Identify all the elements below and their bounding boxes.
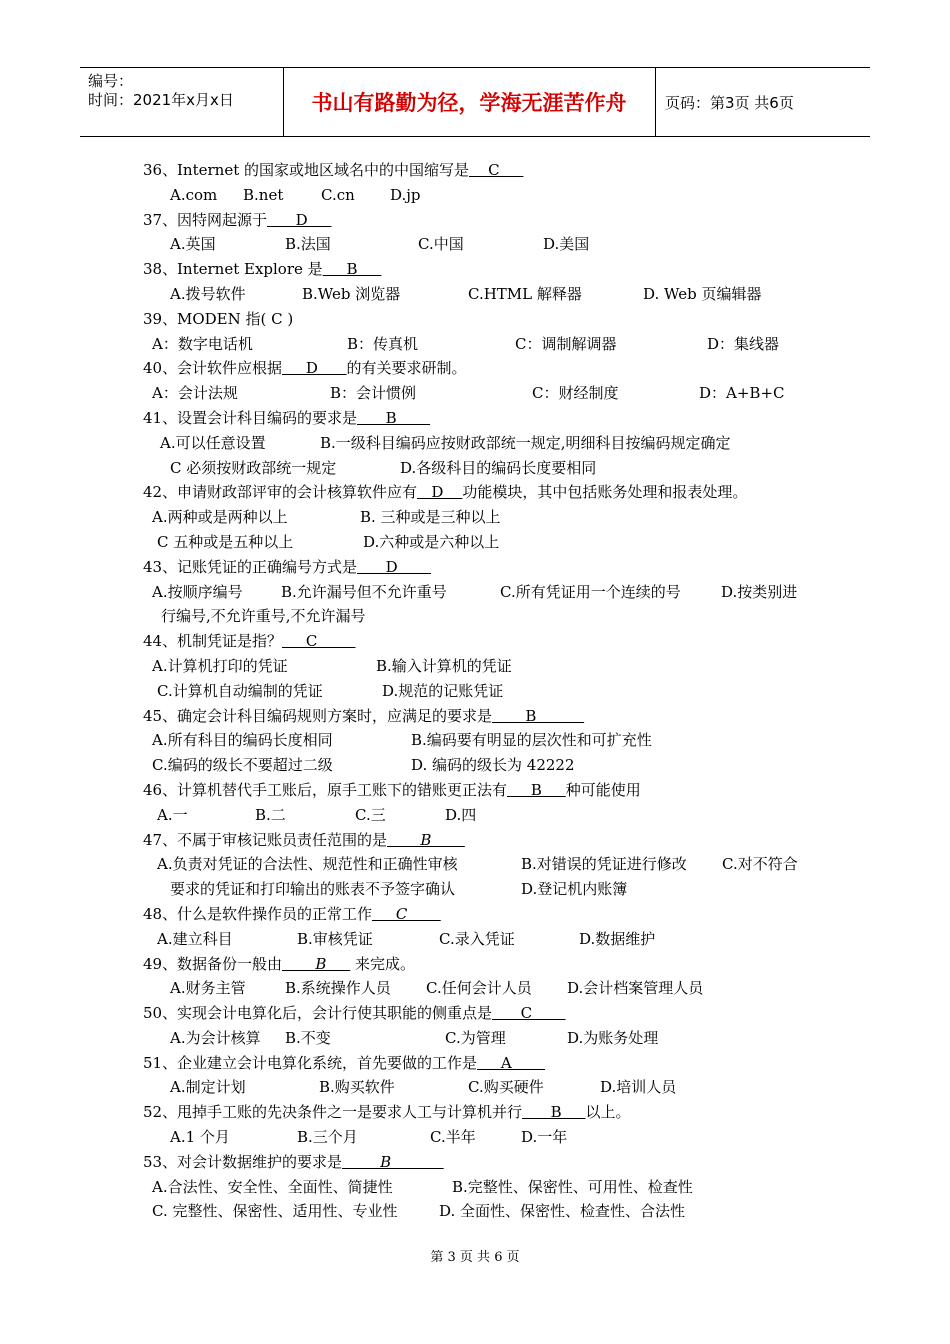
- question-stem: Internet Explore 是: [177, 260, 323, 279]
- question-text: [177, 208, 332, 233]
- question-text: [177, 555, 431, 580]
- question-text: [177, 778, 641, 803]
- answer-option: B.完整性、保密性、可用性、检查性: [452, 1177, 693, 1196]
- answer-blank: B: [342, 1152, 444, 1171]
- page-footer: 第 3 页 共 6 页: [430, 1250, 520, 1265]
- option-line: [0, 1026, 950, 1051]
- question-text: [177, 480, 747, 505]
- answer-option: C.对不符合: [722, 855, 798, 874]
- answer-option: B. 三种或是三种以上: [360, 508, 501, 527]
- header-meta: [88, 72, 234, 110]
- question-stem-tail: 来完成。: [350, 954, 416, 973]
- question-number: 47、: [143, 830, 178, 849]
- question-stem-tail: 以上。: [585, 1103, 631, 1122]
- answer-option: D.登记机内账簿: [521, 880, 628, 899]
- question-line: [0, 629, 950, 654]
- option-line: [0, 803, 950, 828]
- question-line: [0, 555, 950, 580]
- question-line: [0, 902, 950, 927]
- question-stem: 数据备份一般由: [177, 954, 283, 973]
- answer-blank: B: [357, 408, 431, 427]
- question-stem: 对会计数据维护的要求是: [177, 1152, 343, 1171]
- answer-blank: B: [492, 706, 585, 725]
- answer-blank: B: [522, 1103, 586, 1122]
- answer-option: C.cn: [321, 185, 355, 204]
- answer-option: B：传真机: [347, 334, 419, 353]
- option-line: [0, 431, 950, 456]
- answer-option: C：财经制度: [532, 384, 619, 403]
- answer-option: A.合法性、安全性、全面性、简捷性: [152, 1177, 393, 1196]
- answer-option: C.购买硬件: [468, 1078, 544, 1097]
- question-stem-tail: 种可能使用: [565, 780, 641, 799]
- option-line: [0, 604, 950, 629]
- option-line: [0, 927, 950, 952]
- question-line: [0, 307, 950, 332]
- answer-option: D.数据维护: [579, 929, 656, 948]
- option-line: [0, 728, 950, 753]
- answer-option: B.对错误的凭证进行修改: [521, 855, 687, 874]
- answer-option: B.三个月: [297, 1128, 358, 1147]
- question-stem: 实现会计电算化后，会计行使其职能的侧重点是: [177, 1004, 493, 1023]
- question-line: [0, 257, 950, 282]
- answer-option: A.为会计核算: [170, 1028, 261, 1047]
- question-stem: MODEN 指( C ): [177, 309, 294, 328]
- answer-option: B.允许漏号但不允许重号: [281, 582, 447, 601]
- answer-option: A.1 个月: [170, 1128, 230, 1147]
- answer-blank: C: [469, 161, 524, 179]
- question-text: [177, 828, 465, 853]
- option-line: [0, 232, 950, 257]
- question-text: [177, 406, 430, 431]
- answer-option: B.购买软件: [319, 1078, 395, 1097]
- question-stem: 会计软件应根据: [177, 359, 283, 378]
- question-number: 43、: [143, 557, 178, 576]
- question-stem: 什么是软件操作员的正常工作: [177, 904, 373, 923]
- answer-option: A：会计法规: [152, 384, 238, 403]
- question-number: 42、: [143, 483, 178, 502]
- answer-option: D.会计档案管理人员: [567, 979, 704, 998]
- option-line: [0, 381, 950, 406]
- question-line: [0, 704, 950, 729]
- question-number: 50、: [143, 1004, 178, 1023]
- question-number: 39、: [143, 309, 178, 328]
- option-line: [0, 1075, 950, 1100]
- answer-option: B.net: [243, 185, 284, 204]
- answer-option: D.培训人员: [600, 1078, 677, 1097]
- option-line: [0, 1125, 950, 1150]
- question-stem: 计算机替代手工账后，原手工账下的错账更正法有: [177, 780, 508, 799]
- question-number: 40、: [143, 359, 178, 378]
- answer-option: C.计算机自动编制的凭证: [157, 681, 323, 700]
- answer-option: B.二: [255, 805, 286, 824]
- number-label: 编号：: [88, 72, 134, 90]
- answer-blank: D: [282, 359, 347, 378]
- option-line: [0, 530, 950, 555]
- option-line: [0, 976, 950, 1001]
- header-motto: 书山有路勤为径，学海无涯苦作舟: [311, 91, 627, 115]
- question-text: [177, 902, 441, 927]
- answer-option: D.一年: [521, 1128, 568, 1147]
- question-line: [0, 1100, 950, 1125]
- answer-option: D.按类别进: [721, 582, 798, 601]
- option-line: [0, 654, 950, 679]
- answer-option: A.所有科目的编码长度相同: [152, 731, 333, 750]
- question-text: [177, 1100, 631, 1125]
- question-text: [177, 158, 523, 183]
- answer-option: D.六种或是六种以上: [363, 532, 500, 551]
- answer-option: A.制定计划: [170, 1078, 246, 1097]
- question-number: 46、: [143, 780, 178, 799]
- time-label: 时间：2021年x月x日: [88, 91, 234, 109]
- question-number: 37、: [143, 210, 178, 229]
- answer-blank: D: [417, 483, 463, 502]
- question-text: [177, 1051, 545, 1076]
- answer-option: C.半年: [430, 1128, 476, 1147]
- header-divider-right: [655, 68, 656, 136]
- question-number: 52、: [143, 1103, 178, 1122]
- question-line: [0, 406, 950, 431]
- question-line: [0, 828, 950, 853]
- question-number: 53、: [143, 1152, 178, 1171]
- question-stem: 申请财政部评审的会计核算软件应有: [177, 483, 418, 502]
- option-line: [0, 332, 950, 357]
- question-number: 49、: [143, 954, 178, 973]
- answer-option: B.不变: [285, 1028, 331, 1047]
- question-stem: 甩掉手工账的先决条件之一是要求人工与计算机并行: [177, 1103, 523, 1122]
- option-line: [0, 505, 950, 530]
- question-number: 38、: [143, 260, 178, 279]
- answer-blank: D: [357, 557, 432, 576]
- answer-option: C. 完整性、保密性、适用性、专业性: [152, 1202, 398, 1221]
- answer-blank: C: [282, 632, 356, 651]
- answer-option: B：会计惯例: [330, 384, 417, 403]
- question-stem-tail: 功能模块，其中包括账务处理和报表处理。: [462, 483, 748, 502]
- answer-option: D.各级科目的编码长度要相同: [400, 458, 597, 477]
- answer-option: A.可以任意设置: [160, 433, 266, 452]
- answer-option: C.为管理: [445, 1028, 506, 1047]
- option-line: [0, 456, 950, 481]
- answer-blank: C: [492, 1004, 566, 1023]
- answer-option: C.任何会计人员: [426, 979, 532, 998]
- option-line: [0, 679, 950, 704]
- answer-option: C.三: [355, 805, 386, 824]
- question-stem: 企业建立会计电算化系统，首先要做的工作是: [177, 1053, 478, 1072]
- question-line: [0, 480, 950, 505]
- question-stem: Internet 的国家或地区域名中的中国缩写是: [177, 161, 469, 179]
- answer-option: C.中国: [418, 235, 464, 254]
- question-stem: 因特网起源于: [177, 210, 268, 229]
- answer-option: D.四: [445, 805, 477, 824]
- option-line: [0, 183, 950, 208]
- question-number: 44、: [143, 632, 178, 651]
- answer-option: D. Web 页编辑器: [643, 284, 762, 303]
- question-stem: 设置会计科目编码的要求是: [177, 408, 358, 427]
- answer-option: D.jp: [390, 185, 421, 204]
- question-number: 36、: [143, 161, 178, 179]
- answer-blank: B: [507, 780, 566, 799]
- question-text: [177, 1150, 444, 1175]
- question-line: [0, 158, 950, 183]
- answer-option: D：集线器: [707, 334, 780, 353]
- answer-option: B.一级科目编码应按财政部统一规定,明细科目按编码规定确定: [320, 433, 731, 452]
- question-number: 48、: [143, 904, 178, 923]
- answer-option: B.审核凭证: [297, 929, 373, 948]
- question-list: [0, 158, 950, 1224]
- page-header: [80, 67, 870, 137]
- answer-option: A.按顺序编号: [152, 582, 243, 601]
- option-line: [0, 1199, 950, 1224]
- answer-option: B.系统操作人员: [285, 979, 391, 998]
- question-stem: 确定会计科目编码规则方案时，应满足的要求是: [177, 706, 493, 725]
- option-line: [0, 580, 950, 605]
- option-line: [0, 1175, 950, 1200]
- option-line: [0, 852, 950, 877]
- answer-option: C 五种或是五种以上: [157, 532, 294, 551]
- answer-option: A.计算机打印的凭证: [152, 656, 288, 675]
- question-number: 41、: [143, 408, 178, 427]
- answer-option: B.输入计算机的凭证: [376, 656, 512, 675]
- question-stem: 记账凭证的正确编号方式是: [177, 557, 358, 576]
- answer-option: A.拨号软件: [170, 284, 246, 303]
- answer-option: A.两种或是两种以上: [152, 508, 288, 527]
- answer-blank: B: [322, 260, 382, 279]
- question-number: 45、: [143, 706, 178, 725]
- question-stem-tail: 的有关要求研制。: [346, 359, 467, 378]
- answer-option: A.一: [157, 805, 188, 824]
- answer-option: D. 全面性、保密性、检查性、合法性: [439, 1202, 686, 1221]
- question-line: [0, 778, 950, 803]
- question-text: [177, 704, 584, 729]
- answer-option: D.规范的记账凭证: [382, 681, 504, 700]
- question-line: [0, 1051, 950, 1076]
- question-text: [177, 1001, 565, 1026]
- answer-option: A.建立科目: [157, 929, 233, 948]
- question-text: [177, 629, 355, 654]
- answer-option: A.负责对凭证的合法性、规范性和正确性审核: [157, 855, 458, 874]
- question-number: 51、: [143, 1053, 178, 1072]
- answer-option: B.法国: [285, 235, 331, 254]
- question-text: [177, 257, 381, 282]
- question-stem: 机制凭证是指？: [177, 632, 283, 651]
- answer-option: C.录入凭证: [439, 929, 515, 948]
- answer-option: A.英国: [170, 235, 216, 254]
- answer-option: D. 编码的级长为 42222: [411, 756, 575, 775]
- option-line: [0, 877, 950, 902]
- option-line: [0, 282, 950, 307]
- question-line: [0, 356, 950, 381]
- question-text: [177, 356, 467, 381]
- answer-option: C.编码的级长不要超过二级: [152, 756, 333, 775]
- question-line: [0, 208, 950, 233]
- answer-option: A.财务主管: [170, 979, 246, 998]
- answer-option: C.所有凭证用一个连续的号: [500, 582, 681, 601]
- question-stem: 不属于审核记账员责任范围的是: [177, 830, 388, 849]
- question-line: [0, 1150, 950, 1175]
- answer-option: C.HTML 解释器: [468, 284, 582, 303]
- answer-option: D.为账务处理: [567, 1028, 659, 1047]
- answer-blank: D: [267, 210, 332, 229]
- answer-blank: B: [282, 954, 351, 973]
- question-line: [0, 1001, 950, 1026]
- answer-option: B.编码要有明显的层次性和可扩充性: [411, 731, 652, 750]
- answer-option: A.com: [170, 185, 218, 204]
- header-page-info: 页码：第3页 共6页: [665, 93, 794, 112]
- question-line: [0, 952, 950, 977]
- option-line: [0, 753, 950, 778]
- answer-blank: A: [477, 1053, 546, 1072]
- answer-option: A：数字电话机: [152, 334, 253, 353]
- answer-option: C 必须按财政部统一规定: [170, 458, 337, 477]
- answer-option: 要求的凭证和打印输出的账表不予签字确认: [170, 880, 456, 899]
- question-text: [177, 307, 293, 332]
- answer-blank: C: [372, 904, 441, 923]
- answer-option: 行编号,不允许重号,不允许漏号: [161, 607, 366, 626]
- answer-option: D.美国: [543, 235, 590, 254]
- question-text: [177, 952, 415, 977]
- answer-option: D：A+B+C: [699, 384, 785, 403]
- answer-option: C：调制解调器: [515, 334, 617, 353]
- answer-blank: B: [387, 830, 465, 849]
- answer-option: B.Web 浏览器: [302, 284, 401, 303]
